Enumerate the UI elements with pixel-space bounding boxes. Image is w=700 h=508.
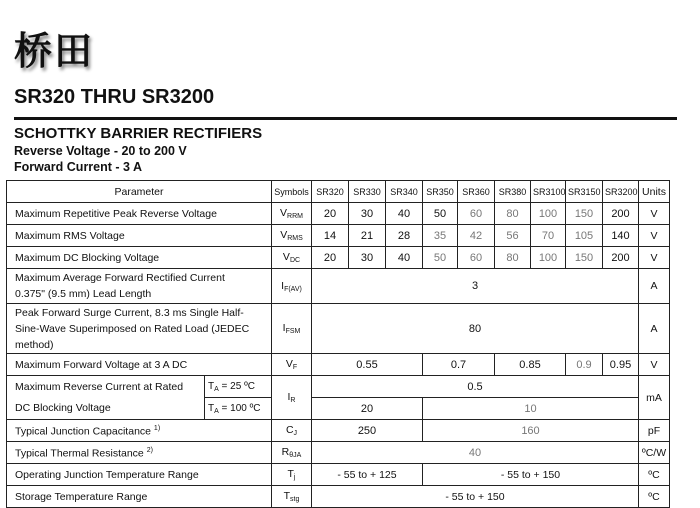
value-cell: 60: [458, 247, 495, 269]
param-cell: Operating Junction Temperature Range: [7, 464, 272, 486]
unit-cell: V: [639, 354, 670, 376]
header-parameter: Parameter: [7, 181, 272, 203]
header-sr320: SR320: [312, 181, 349, 203]
value-cell: 20: [312, 203, 349, 225]
value-cell: 70: [531, 225, 566, 247]
table-row: [7, 486, 670, 508]
unit-cell: ºC: [639, 486, 670, 508]
param-cell: Maximum RMS Voltage: [7, 225, 272, 247]
ratings-table: [6, 180, 670, 508]
value-cell: 35: [423, 225, 458, 247]
value-cell: 80: [495, 203, 531, 225]
value-cell: 40: [312, 442, 639, 464]
symbol-cell: $C_J$: [272, 420, 312, 442]
param-cell: [7, 269, 272, 304]
value-cell: 150: [566, 247, 603, 269]
param-cell: Typical Junction Capacitance $^{1)}$: [7, 420, 272, 442]
value-cell: 160: [423, 420, 639, 442]
table-row: [7, 464, 670, 486]
symbol-cell: $V_F$: [272, 354, 312, 376]
table-row: [7, 420, 670, 442]
param-cell: Typical Thermal Resistance $^{2)}$: [7, 442, 272, 464]
value-cell: 0.55: [312, 354, 423, 376]
reverse-voltage: Reverse Voltage - 20 to 200 V: [14, 144, 187, 158]
value-cell: 100: [531, 247, 566, 269]
header-sr3200: SR3200: [603, 181, 639, 203]
header-sr360: SR360: [458, 181, 495, 203]
param-cell: Maximum Repetitive Peak Reverse Voltage: [7, 203, 272, 225]
param-cell: Maximum Reverse Current at Rated: [7, 376, 205, 398]
value-cell: 28: [386, 225, 423, 247]
value-cell: 0.95: [603, 354, 639, 376]
unit-cell: A: [639, 304, 670, 354]
value-cell: 50: [423, 247, 458, 269]
logo: 桥田: [14, 29, 95, 73]
header-symbols: Symbols: [272, 181, 312, 203]
value-cell: 3: [312, 269, 639, 304]
unit-cell: ºC/W: [639, 442, 670, 464]
param-text: Maximum Average Forward Rectified Current: [15, 272, 225, 284]
symbol-cell: $V_{RRM}$: [272, 203, 312, 225]
param-cell: DC Blocking Voltage: [7, 398, 205, 420]
value-cell: - 55 to + 150: [423, 464, 639, 486]
symbol-cell: $I_R$: [272, 376, 312, 420]
unit-cell: ºC: [639, 464, 670, 486]
symbol-cell: $V_{RMS}$: [272, 225, 312, 247]
value-cell: 200: [603, 247, 639, 269]
value-cell: 20: [312, 398, 423, 420]
param-cell: Peak Forward Surge Current, 8.3 ms Single Half- Sine-Wave Superimposed on Rated Load (JEDEC method): [7, 304, 272, 354]
table-row: [7, 269, 670, 304]
value-cell: 100: [531, 203, 566, 225]
table-row: [7, 442, 670, 464]
value-cell: 200: [603, 203, 639, 225]
value-cell: 21: [349, 225, 386, 247]
value-cell: 56: [495, 225, 531, 247]
unit-cell: A: [639, 269, 670, 304]
header-sr350: SR350: [423, 181, 458, 203]
value-cell: 80: [312, 304, 639, 354]
value-cell: 42: [458, 225, 495, 247]
value-cell: 30: [349, 247, 386, 269]
header-sr3100: SR3100: [531, 181, 566, 203]
value-cell: 40: [386, 247, 423, 269]
table-row: [7, 247, 670, 269]
value-cell: 140: [603, 225, 639, 247]
value-cell: 0.9: [566, 354, 603, 376]
header-sr340: SR340: [386, 181, 423, 203]
value-cell: 60: [458, 203, 495, 225]
header-sr380: SR380: [495, 181, 531, 203]
subtitle: SCHOTTKY BARRIER RECTIFIERS: [14, 125, 263, 142]
table-row: [7, 203, 670, 225]
symbol-cell: $I_{FSM}$: [272, 304, 312, 354]
unit-cell: V: [639, 247, 670, 269]
table-row: [7, 354, 670, 376]
param-cell: Maximum DC Blocking Voltage: [7, 247, 272, 269]
param-cell: Storage Temperature Range: [7, 486, 272, 508]
page-title: SR320 THRU SR3200: [14, 86, 215, 108]
table-row: [7, 304, 670, 354]
header-sr3150: SR3150: [566, 181, 603, 203]
symbol-cell: $T_{stg}$: [272, 486, 312, 508]
symbol-cell: $V_{DC}$: [272, 247, 312, 269]
table-row: [7, 398, 670, 420]
value-cell: 250: [312, 420, 423, 442]
value-cell: 0.5: [312, 376, 639, 398]
value-cell: 30: [349, 203, 386, 225]
value-cell: - 55 to + 150: [312, 486, 639, 508]
symbol-cell: $R_{\theta JA}$: [272, 442, 312, 464]
divider: [14, 117, 677, 120]
value-cell: 14: [312, 225, 349, 247]
condition-cell: $T_A = 25$ ºC: [205, 376, 272, 398]
value-cell: 105: [566, 225, 603, 247]
value-cell: 50: [423, 203, 458, 225]
header-units: Units: [639, 181, 670, 203]
table-row: [7, 225, 670, 247]
value-cell: 0.85: [495, 354, 566, 376]
value-cell: 10: [423, 398, 639, 420]
unit-cell: mA: [639, 376, 670, 420]
header-sr330: SR330: [349, 181, 386, 203]
unit-cell: V: [639, 203, 670, 225]
symbol-cell: $T_j$: [272, 464, 312, 486]
value-cell: 0.7: [423, 354, 495, 376]
value-cell: 20: [312, 247, 349, 269]
unit-cell: pF: [639, 420, 670, 442]
value-cell: 150: [566, 203, 603, 225]
value-cell: 80: [495, 247, 531, 269]
forward-current: Forward Current - 3 A: [14, 160, 143, 174]
param-cell: Maximum Forward Voltage at 3 A DC: [7, 354, 272, 376]
param-text: 0.375" (9.5 mm) Lead Length: [15, 288, 152, 300]
table-row: [7, 376, 670, 398]
table-header-row: [7, 181, 670, 203]
symbol-cell: $I_{F(AV)}$: [272, 269, 312, 304]
condition-cell: $T_A = 100$ ºC: [205, 398, 272, 420]
unit-cell: V: [639, 225, 670, 247]
value-cell: - 55 to + 125: [312, 464, 423, 486]
value-cell: 40: [386, 203, 423, 225]
